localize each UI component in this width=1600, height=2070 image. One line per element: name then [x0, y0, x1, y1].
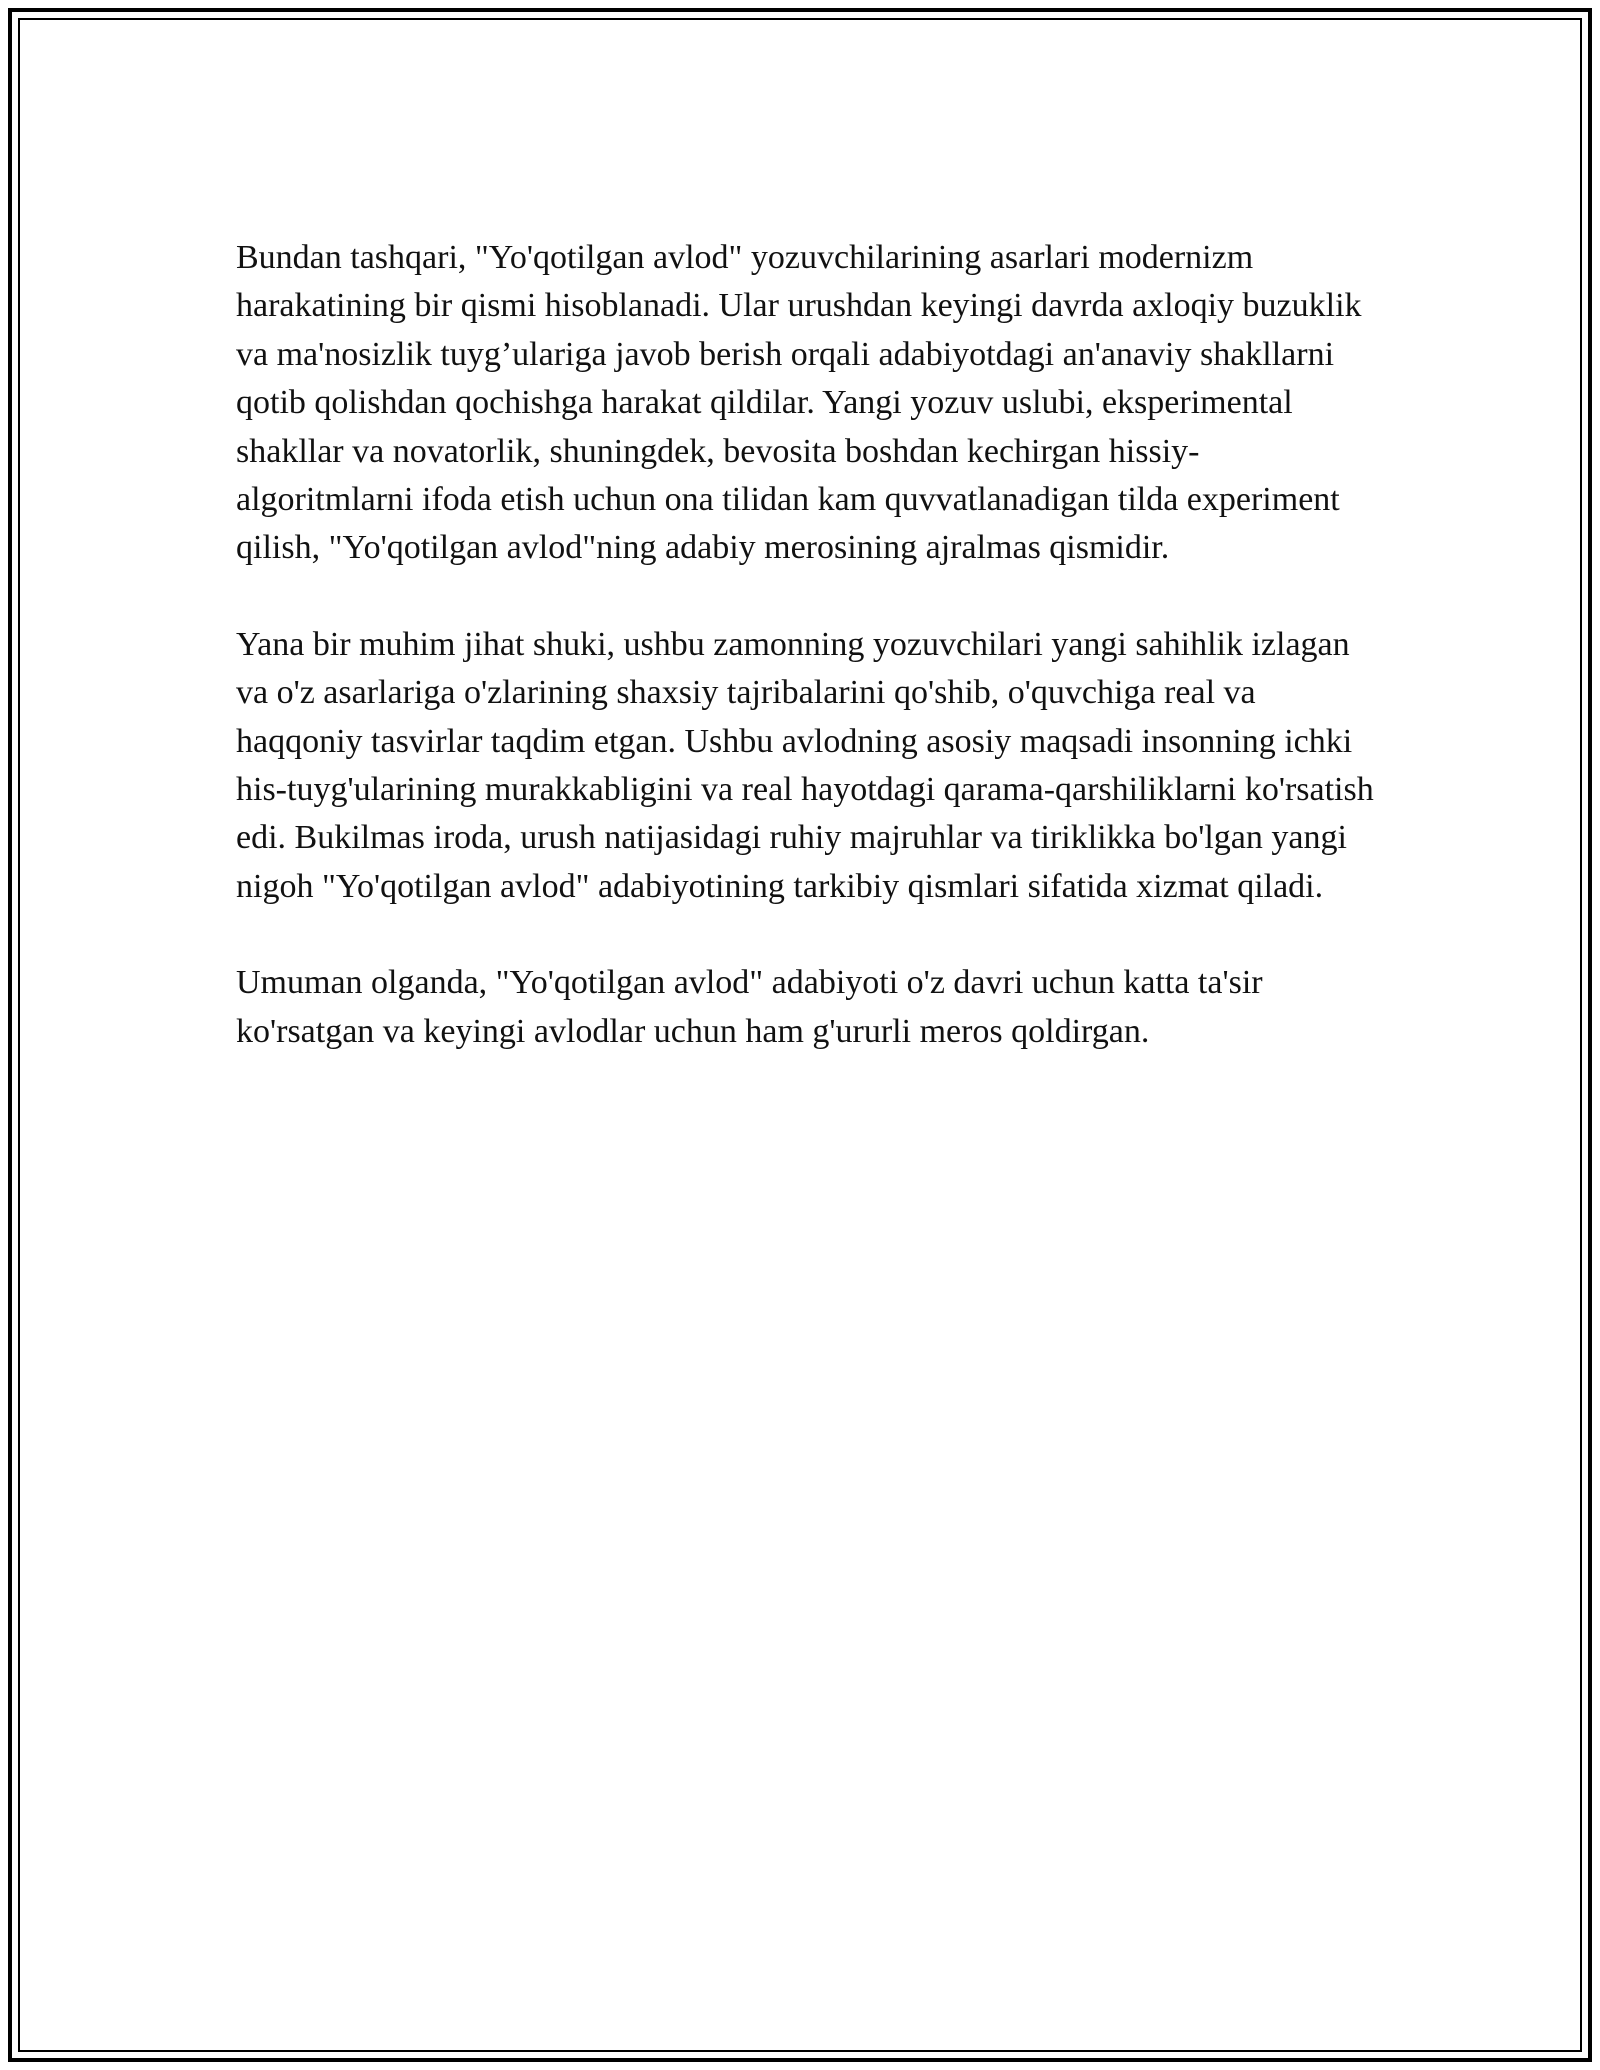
paragraph-modernism: Bundan tashqari, "Yo'qotilgan avlod" yozuvchilarining asarlari modernizm harakatining bir qismi hisoblanadi. Ular urushdan keyingi davrda axloqiy buzuklik va ma'nosizlik tuyg’ulariga javob berish orqali adabiyotdagi an'anaviy shakllarni qotib qolishdan qochishga harakat qildilar. Yangi yozuv uslubi, eksperimental shakllar va novatorlik, shuningdek, bevosita boshdan kechirgan hissiy-algoritmlarni ifoda etish uchun ona tilidan kam quvvatlanadigan tilda experiment qilish, "Yo'qotilgan avlod"ning adabiy merosining ajralmas qismidir.	[236, 239, 1362, 567]
paragraph-conclusion: Umuman olganda, "Yo'qotilgan avlod" adabiyoti o'z davri uchun katta ta'sir ko'rsatgan va keyingi avlodlar uchun ham g'ururli meros qoldirgan.	[236, 964, 1263, 1050]
document-body	[236, 234, 1376, 1104]
paragraph-authenticity: Yana bir muhim jihat shuki, ushbu zamonning yozuvchilari yangi sahihlik izlagan va o'z asarlariga o'zlarining shaxsiy tajribalarini qo'shib, o'quvchiga real va haqqoniy tasvirlar taqdim etgan. Ushbu avlodning asosiy maqsadi insonning ichki his-tuyg'ularining murakkabligini va real hayotdagi qarama-qarshiliklarni ko'rsatish edi. Bukilmas iroda, urush natijasidagi ruhiy majruhlar va tiriklikka bo'lgan yangi nigoh "Yo'qotilgan avlod" adabiyotining tarkibiy qismlari sifatida xizmat qiladi.	[236, 625, 1374, 905]
